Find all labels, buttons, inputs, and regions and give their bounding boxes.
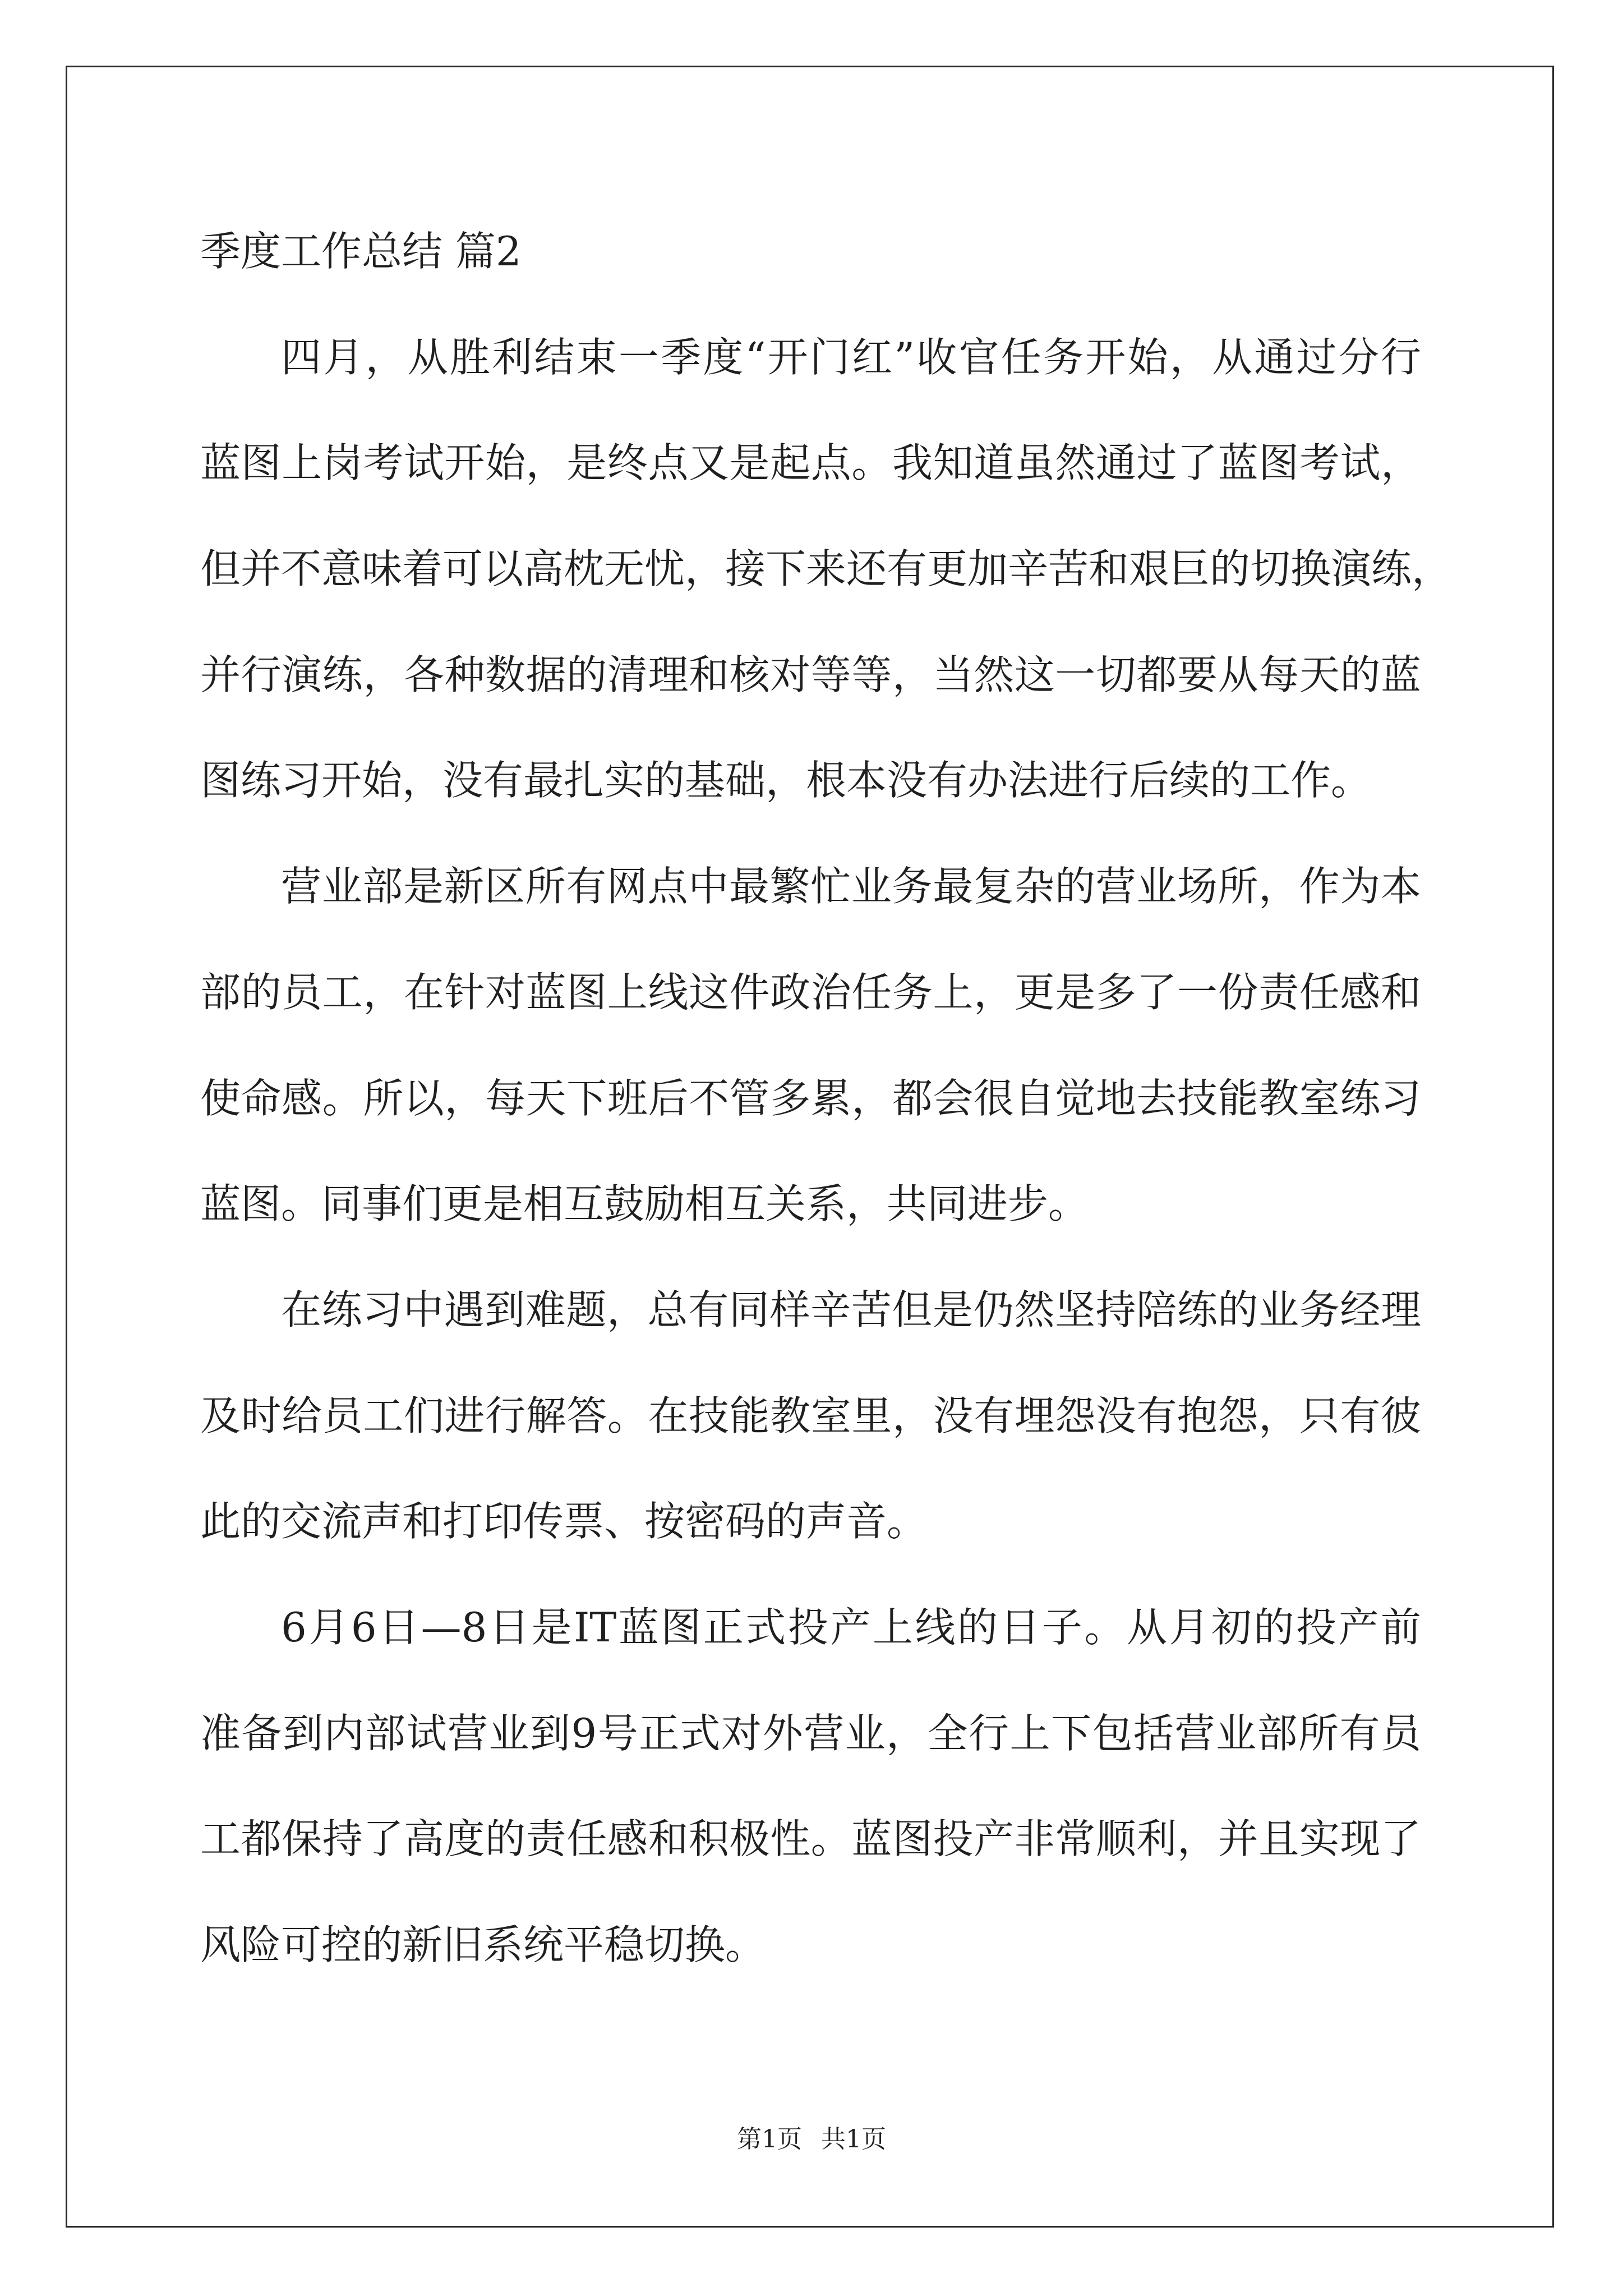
paragraph-line: 并行演练，各种数据的清理和核对等等，当然这一切都要从每天的蓝 xyxy=(200,651,1421,698)
paragraph-line: 使命感。所以，每天下班后不管多累，都会很自觉地去技能教室练习 xyxy=(200,1074,1421,1122)
paragraph-line: 此的交流声和打印传票、按密码的声音。 xyxy=(200,1498,928,1545)
paragraph-line: 蓝图。同事们更是相互鼓励相互关系，共同进步。 xyxy=(200,1180,1089,1228)
paragraph-line: 风险可控的新旧系统平稳切换。 xyxy=(200,1921,766,1968)
paragraph-1 xyxy=(200,305,1453,834)
paragraph-4 xyxy=(200,1575,1421,1998)
paragraph-2 xyxy=(200,834,1421,1257)
page-footer: 第1页 共1页 xyxy=(737,2125,886,2154)
paragraph-line: 6月6日—8日是IT蓝图正式投产上线的日子。从月初的投产前 xyxy=(281,1603,1421,1651)
paragraph-3 xyxy=(200,1257,1421,1575)
paragraph-line: 准备到内部试营业到9号正式对外营业，全行上下包括营业部所有员 xyxy=(200,1709,1421,1757)
paragraph-line: 四月，从胜利结束一季度“开门红”收官任务开始，从通过分行 xyxy=(281,333,1421,381)
document-title: 季度工作总结 篇2 xyxy=(200,228,522,275)
paragraph-line: 但并不意味着可以高枕无忧，接下来还有更加辛苦和艰巨的切换演练， xyxy=(200,545,1453,593)
paragraph-line: 蓝图上岗考试开始，是终点又是起点。我知道虽然通过了蓝图考试， xyxy=(200,439,1421,487)
paragraph-line: 部的员工，在针对蓝图上线这件政治任务上，更是多了一份责任感和 xyxy=(200,968,1421,1016)
paragraph-line: 图练习开始，没有最扎实的基础，根本没有办法进行后续的工作。 xyxy=(200,757,1372,804)
paragraph-line: 工都保持了高度的责任感和积极性。蓝图投产非常顺利，并且实现了 xyxy=(200,1815,1421,1863)
paragraph-line: 营业部是新区所有网点中最繁忙业务最复杂的营业场所，作为本 xyxy=(281,863,1421,910)
paragraph-line: 及时给员工们进行解答。在技能教室里，没有埋怨没有抱怨，只有彼 xyxy=(200,1392,1421,1439)
paragraph-line: 在练习中遇到难题，总有同样辛苦但是仍然坚持陪练的业务经理 xyxy=(281,1286,1421,1333)
document-body xyxy=(200,199,1453,1998)
